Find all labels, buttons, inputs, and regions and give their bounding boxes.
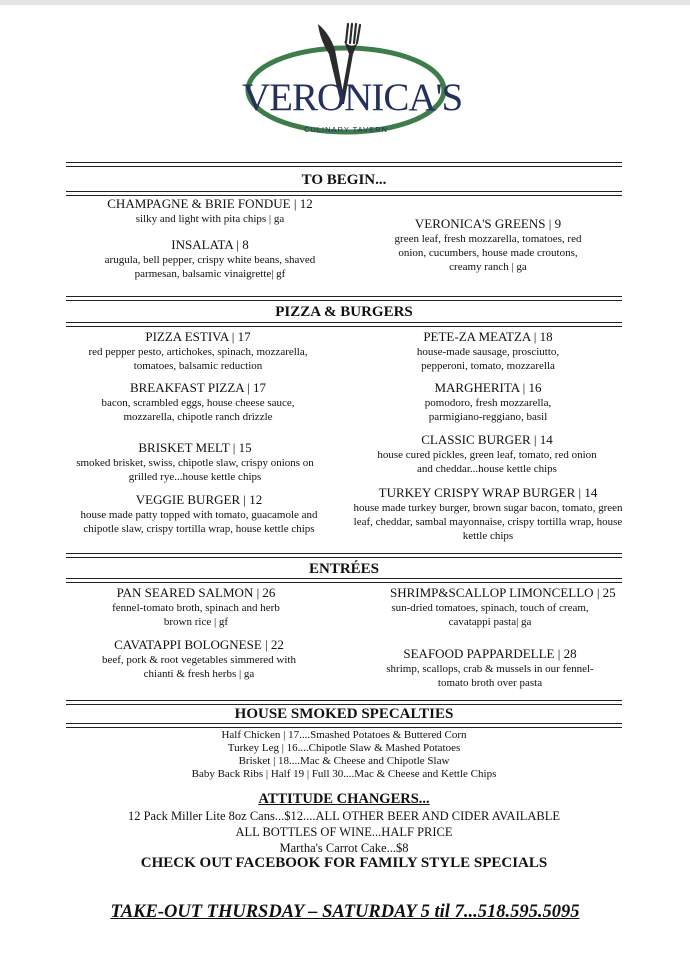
item-desc: green leaf, fresh mozzarella, tomatoes, red onion, cucumbers, house made croutons, creamy ranch | ga (394, 232, 582, 273)
specialty-line: Turkey Leg | 16....Chipotle Slaw & Mashed Potatoes (227, 742, 461, 754)
specialty-line: Half Chicken | 17....Smashed Potatoes & Buttered Corn (221, 729, 467, 741)
item-name: BREAKFAST PIZZA | 17 (129, 380, 267, 395)
item-name: PETE-ZA MEATZA | 18 (423, 329, 553, 344)
item-desc: bacon, scrambled eggs, house cheese sauce, mozzarella, chipotle ranch drizzle (101, 396, 295, 423)
item-name: SEAFOOD PAPPARDELLE | 28 (403, 646, 577, 661)
menu-item (408, 381, 568, 424)
item-name: TURKEY CRISPY WRAP BURGER | 14 (378, 485, 598, 500)
rule (66, 162, 622, 163)
menu-item (64, 441, 326, 484)
item-desc: house cured pickles, green leaf, tomato, red onion and cheddar...house kettle chips (377, 448, 597, 475)
item-name: MARGHERITA | 16 (434, 380, 542, 395)
section-title-attitude: ATTITUDE CHANGERS... (258, 791, 430, 807)
rule (66, 578, 622, 579)
item-desc: house made patty topped with tomato, guacamole and chipotle slaw, crispy tortilla wrap, house kettle chips (80, 508, 318, 535)
item-name: INSALATA | 8 (171, 237, 249, 252)
rule (66, 322, 622, 323)
menu-item (400, 330, 576, 373)
item-name: CAVATAPPI BOLOGNESE | 22 (114, 637, 284, 652)
menu-item (350, 486, 626, 543)
item-desc: beef, pork & root vegetables simmered with chianti & fresh herbs | ga (102, 653, 296, 680)
attitude-line: ALL BOTTLES OF WINE...HALF PRICE (235, 825, 453, 839)
item-desc: house made turkey burger, brown sugar bacon, tomato, green leaf, cheddar, sambal mayonnaise, crispy tortilla wrap, house kettle chips (353, 501, 623, 542)
item-name: CLASSIC BURGER | 14 (421, 432, 553, 447)
item-name: BRISKET MELT | 15 (138, 440, 252, 455)
rule (66, 557, 622, 558)
rule (66, 727, 622, 728)
specialty-line: Baby Back Ribs | Half 19 | Full 30....Mac & Cheese and Kettle Chips (191, 768, 497, 780)
facebook-notice: CHECK OUT FACEBOOK FOR FAMILY STYLE SPECIALS (140, 855, 548, 871)
rule (66, 723, 622, 724)
menu-item (82, 381, 314, 424)
item-desc: house-made sausage, prosciutto, pepperoni, tomato, mozzarella (416, 345, 560, 372)
item-name: VEGGIE BURGER | 12 (135, 492, 263, 507)
attitude-line: 12 Pack Miller Lite 8oz Cans...$12....ALL OTHER BEER AND CIDER AVAILABLE (127, 809, 561, 823)
attitude-line: Martha's Carrot Cake...$8 (279, 841, 409, 855)
section-title-entrees: ENTRÉES (308, 561, 380, 577)
specialty-line: Brisket | 18....Mac & Cheese and Chipotle Slaw (238, 755, 450, 767)
menu-item (62, 493, 336, 536)
takeout-hours: TAKE-OUT THURSDAY – SATURDAY 5 til 7...518.595.5095 (110, 902, 580, 922)
rule (66, 191, 622, 192)
item-desc: shrimp, scallops, crab & mussels in our fennel-tomato broth over pasta (386, 662, 594, 689)
item-name: PIZZA ESTIVA | 17 (145, 329, 251, 344)
rule (66, 553, 622, 554)
menu-item (100, 586, 292, 629)
section-title-pizza: PIZZA & BURGERS (275, 304, 413, 320)
logo-subtitle: CULINARY TAVERN (304, 125, 388, 134)
item-desc: smoked brisket, swiss, chipotle slaw, crispy onions on grilled rye...house kettle chips (76, 456, 314, 483)
item-desc: sun-dried tomatoes, spinach, touch of cream, cavatappi pasta| ga (391, 601, 589, 628)
menu-item (94, 638, 304, 681)
menu-item (388, 217, 588, 274)
item-name: VERONICA'S GREENS | 9 (414, 216, 562, 231)
menu-item (390, 585, 616, 629)
rule (66, 166, 622, 167)
logo (236, 14, 463, 136)
item-desc: arugula, bell pepper, crispy white beans, shaved parmesan, balsamic vinaigrette| gf (104, 253, 316, 280)
item-desc: fennel-tomato broth, spinach and herb brown rice | gf (112, 601, 280, 628)
item-desc: pomodoro, fresh mozzarella, parmigiano-reggiano, basil (424, 396, 552, 423)
top-strip (0, 0, 690, 5)
section-title-begin: TO BEGIN... (301, 172, 387, 188)
rule (66, 582, 622, 583)
item-name: SHRIMP&SCALLOP LIMONCELLO | 25 (390, 585, 616, 600)
rule (66, 700, 622, 701)
rule (66, 296, 622, 297)
logo-name: VERONICA'S (242, 76, 463, 119)
menu-item (70, 330, 326, 373)
item-name: PAN SEARED SALMON | 26 (116, 585, 276, 600)
menu-item (376, 433, 598, 476)
item-desc: silky and light with pita chips | ga (135, 212, 285, 225)
item-desc: red pepper pesto, artichokes, spinach, mozzarella, tomatoes, balsamic reduction (88, 345, 308, 372)
rule (66, 300, 622, 301)
menu-item (84, 238, 336, 281)
menu-item (384, 647, 596, 690)
section-title-smoked: HOUSE SMOKED SPECALTIES (234, 706, 454, 722)
rule (66, 326, 622, 327)
menu-item (90, 197, 330, 226)
item-name: CHAMPAGNE & BRIE FONDUE | 12 (107, 196, 313, 211)
